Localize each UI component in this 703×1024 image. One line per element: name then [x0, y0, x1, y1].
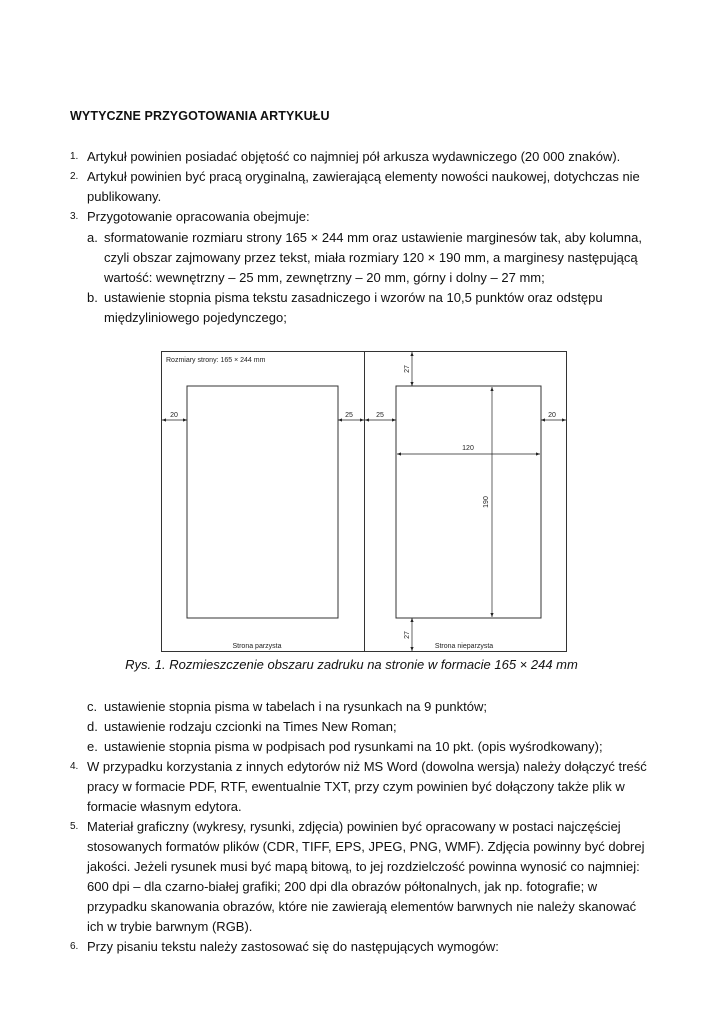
sub-d-label: d. [87, 719, 98, 734]
even-page-label: Strona parzysta [232, 643, 282, 650]
item-1-number: 1. [70, 151, 79, 162]
item-2-line-1: Artykuł powinien być pracą oryginalną, zawierającą elementy nowości naukowej, dotychczas nie [87, 169, 640, 184]
sub-c-label: c. [87, 699, 98, 714]
item-3-line-1: Przygotowanie opracowania obejmuje: [87, 209, 310, 224]
item-2-number: 2. [70, 171, 79, 182]
sub-a-line-1: sformatowanie rozmiaru strony 165 × 244 mm oraz ustawienie marginesów tak, aby kolumna, [104, 230, 642, 245]
item-2-line-2: publikowany. [87, 189, 162, 204]
left-margin-label: 20 [170, 412, 178, 419]
even-text-area [187, 386, 338, 618]
odd-page-outline [365, 352, 567, 652]
page-layout-figure [161, 351, 567, 653]
item-5-line-3: jakości. Jeżeli rysunek musi być mapą bitową, to jej rozdzielczość powinna wynosić co najmniej: [87, 859, 640, 874]
sub-d-line-1: ustawienie rodzaju czcionki na Times New Roman; [104, 719, 397, 734]
inner-left-label: 25 [345, 412, 353, 419]
item-5-line-6: ich w trybie barwnym (RGB). [87, 919, 253, 934]
width-label: 120 [462, 445, 474, 452]
odd-page-label: Strona nieparzysta [434, 643, 494, 650]
item-4-line-3: formacie własnym edytora. [87, 799, 242, 814]
item-5-line-5: przypadku skanowania obrazów, które nie zawierają elementów barwnych nie należy skanować [87, 899, 637, 914]
sub-b-label: b. [87, 290, 98, 305]
odd-text-area [396, 386, 541, 618]
item-3-number: 3. [70, 211, 79, 222]
item-4-number: 4. [70, 761, 79, 772]
item-5-number: 5. [70, 821, 79, 832]
item-1-line-1: Artykuł powinien posiadać objętość co najmniej pół arkusza wydawniczego (20 000 znaków). [87, 149, 621, 164]
sub-a-line-3: wartość: wewnętrzny – 25 mm, zewnętrzny – 20 mm, górny i dolny – 27 mm; [104, 270, 545, 285]
item-4-line-1: W przypadku korzystania z innych edytorów niż MS Word (dowolna wersja) należy dołączyć treść [87, 759, 647, 774]
sub-b-line-1: ustawienie stopnia pisma tekstu zasadniczego i wzorów na 10,5 punktów oraz odstępu [104, 290, 603, 305]
figure-caption: Rys. 1. Rozmieszczenie obszaru zadruku na stronie w formacie 165 × 244 mm [125, 657, 578, 672]
sub-b-line-2: międzyliniowego pojedynczego; [104, 310, 287, 325]
item-5-line-4: 600 dpi – dla czarno-białej grafiki; 200 dpi dla obrazów półtonalnych, jak np. fotografie; w [87, 879, 598, 894]
sub-e-label: e. [87, 739, 98, 754]
even-page-outline [162, 352, 365, 652]
item-6-number: 6. [70, 941, 79, 952]
top-margin-label: 27 [404, 365, 411, 373]
item-6-line-1: Przy pisaniu tekstu należy zastosować się do następujących wymogów: [87, 939, 499, 954]
sub-e-line-1: ustawienie stopnia pisma w podpisach pod rysunkami na 10 pkt. (opis wyśrodkowany); [104, 739, 603, 754]
item-5-line-2: stosowanych formatów plików (CDR, TIFF, EPS, JPEG, PNG, WMF). Zdjęcia powinny być dobrej [87, 839, 645, 854]
item-4-line-2: pracy w formacie PDF, RTF, ewentualnie TXT, przy czym powinien być dołączony także plik w [87, 779, 625, 794]
height-label: 190 [483, 496, 490, 508]
sub-a-label: a. [87, 230, 98, 245]
sub-c-line-1: ustawienie stopnia pisma w tabelach i na rysunkach na 9 punktów; [104, 699, 487, 714]
sub-a-line-2: czyli obszar zajmowany przez tekst, miała rozmiary 120 × 190 mm, a marginesy następującą [104, 250, 638, 265]
item-5-line-1: Materiał graficzny (wykresy, rysunki, zdjęcia) powinien być opracowany w postaci najczęściej [87, 819, 621, 834]
document-heading: WYTYCZNE PRZYGOTOWANIA ARTYKUŁU [70, 109, 330, 123]
bottom-margin-label: 27 [404, 631, 411, 639]
inner-right-label: 25 [376, 412, 384, 419]
page-size-label: Rozmiary strony: 165 × 244 mm [166, 357, 266, 364]
right-margin-label: 20 [548, 412, 556, 419]
